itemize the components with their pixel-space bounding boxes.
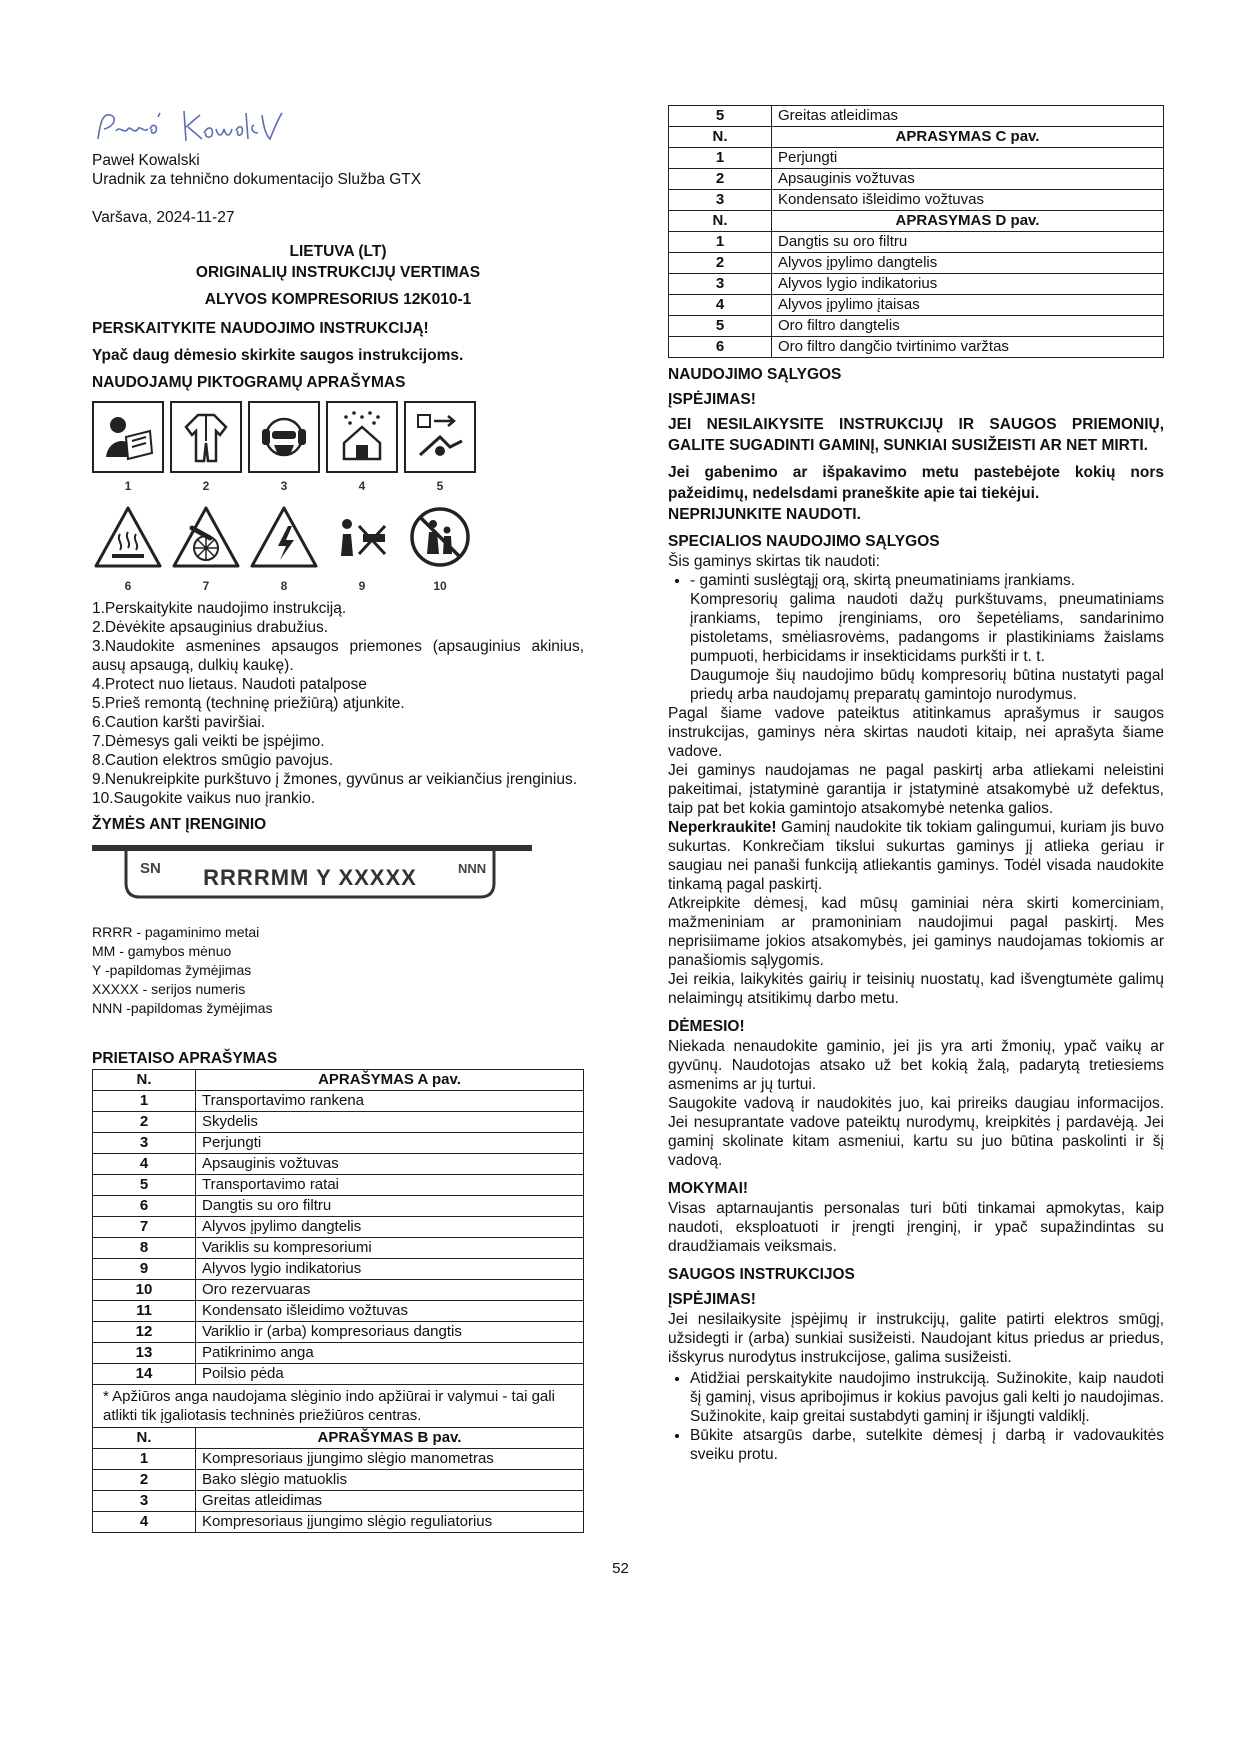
title-product: ALYVOS KOMPRESORIUS 12K010-1 <box>204 291 472 308</box>
table-row <box>93 1469 584 1490</box>
row-desc: Patikrinimo anga <box>196 1343 584 1364</box>
title-country: LIETUVA (LT) <box>289 243 387 260</box>
table-row <box>93 1301 584 1322</box>
right-column <box>668 105 1164 1464</box>
list-item: 6.Caution karšti paviršiai. <box>92 714 266 731</box>
safety-attention-text: Ypač daug dėmesio skirkite saugos instrukcijoms. <box>92 347 464 364</box>
list-item: 1.Perskaitykite naudojimo instrukciją. <box>92 600 347 617</box>
device-description-heading: PRIETAISO APRAŠYMAS <box>92 1050 278 1067</box>
damage-notice: Jei gabenimo ar išpakavimo metu pastebėjote kokių nors pažeidimų, nedelsdami praneškite apie tai tiekėjui. <box>668 464 1164 502</box>
table-note: * Apžiūros anga naudojama slėginio indo apžiūrai ir valymui - tai gali atlikti tik įgaliotasis techninės priežiūros centras. <box>93 1385 584 1428</box>
row-desc: Kompresoriaus įjungimo slėgio reguliatorius <box>196 1511 584 1532</box>
row-number: 1 <box>93 1448 196 1469</box>
manual-paragraph: Pagal šiame vadove pateiktus atitinkamus aprašymus ir saugos instrukcijas, gaminys nėra skirtas naudoti kitaip, nei aprašyta šiame vadove. <box>668 705 1164 760</box>
attention-text-2: Saugokite vadovą ir naudokitės juo, kai prireiks daugiau informacijos. Jei nesuprantate vadove pateiktų nurodymų, kreipkitės į pardavėją. Jei gaminį skolinate kitam asmeniui, kartu su juo būtina paskolinti ir šį vadovą. <box>668 1095 1164 1169</box>
row-number: 5 <box>93 1175 196 1196</box>
safety-bullet-list <box>668 1369 1164 1464</box>
table-header-n: N. <box>93 1070 196 1091</box>
row-number: 12 <box>93 1322 196 1343</box>
row-desc: Poilsio pėda <box>196 1364 584 1385</box>
row-number: 7 <box>93 1217 196 1238</box>
list-item: 3.Naudokite asmenines apsaugos priemones (apsauginius akinius, ausų apsaugą, dulkių kaukę). <box>92 638 584 674</box>
pictogram-number: 2 <box>202 479 210 493</box>
protective-equipment-icon <box>248 401 320 473</box>
attention-text: Niekada nenaudokite gaminio, jei jis yra arti žmonių, ypač vaikų ar gyvūnų. Naudotojas atsako už bet kokią žalą, padarytą tretiesiems asmenims ar jų turtui. <box>668 1038 1164 1093</box>
row-number: 3 <box>669 274 772 295</box>
row-desc: Skydelis <box>196 1112 584 1133</box>
pictogram-number: 5 <box>436 479 444 493</box>
row-number: 9 <box>93 1259 196 1280</box>
row-number: 11 <box>93 1301 196 1322</box>
fan-warning-icon <box>170 501 242 573</box>
table-header-row <box>93 1070 584 1091</box>
table-header-row <box>93 1427 584 1448</box>
warning-text: JEI NESILAIKYSITE INSTRUKCIJŲ IR SAUGOS PRIEMONIŲ, GALITE SUGADINTI GAMINĮ, SUNKIAI SUSIŽEISTI AR NET MIRTI. <box>668 416 1164 454</box>
row-number: 14 <box>93 1364 196 1385</box>
row-number: 2 <box>669 169 772 190</box>
no-spray-at-people-icon <box>326 501 398 573</box>
row-desc: Alyvos lygio indikatorius <box>196 1259 584 1280</box>
table-row <box>93 1133 584 1154</box>
row-desc: Variklis su kompresoriumi <box>196 1238 584 1259</box>
row-number: 4 <box>93 1154 196 1175</box>
warranty-paragraph: Jei gaminys naudojamas ne pagal paskirtį arba atliekami neleistini pakeitimai, įstatyminė garantija ir įstatyminė atsakomybė už defektus, taip pat bet kokia gamintojo atsakomybė netenka galios. <box>668 762 1164 817</box>
row-desc: Dangtis su oro filtru <box>196 1196 584 1217</box>
table-header-desc: APRASYMAS C pav. <box>772 127 1164 148</box>
row-desc: Greitas atleidimas <box>196 1490 584 1511</box>
pictogram-row-1 <box>92 401 584 473</box>
table-row <box>93 1238 584 1259</box>
row-number: 2 <box>93 1469 196 1490</box>
row-desc: Kompresoriaus įjungimo slėgio manometras <box>196 1448 584 1469</box>
row-desc: Kondensato išleidimo vožtuvas <box>196 1301 584 1322</box>
pictogram-description-list <box>92 599 584 808</box>
special-conditions-heading: SPECIALIOS NAUDOJIMO SĄLYGOS <box>668 533 940 550</box>
pictogram-number: 10 <box>433 579 447 593</box>
row-desc: Perjungti <box>772 148 1164 169</box>
special-intro: Šis gaminys skirtas tik naudoti: <box>668 553 880 570</box>
row-desc: Dangtis su oro filtru <box>772 232 1164 253</box>
pictogram-numbers-row-1 <box>92 473 584 493</box>
warning-heading-2: ĮSPĖJIMAS! <box>668 1291 756 1308</box>
table-row <box>669 316 1164 337</box>
list-item: 4.Protect nuo lietaus. Naudoti patalpose <box>92 676 367 693</box>
table-row <box>669 148 1164 169</box>
row-desc: Apsauginis vožtuvas <box>772 169 1164 190</box>
table-b-part1 <box>92 1427 584 1533</box>
warning-heading: ĮSPĖJIMAS! <box>668 391 756 408</box>
special-bullet-continuation-2: Daugumoje šių naudojimo būdų kompresorių būtina nustatyti pagal priedų arba naudojamų preparatų gamintojo nurodymus. <box>690 667 1164 703</box>
legend-item: Y -papildomas žymėjimas <box>92 962 252 978</box>
row-number: 13 <box>93 1343 196 1364</box>
list-item: • Būkite atsargūs darbe, sutelkite dėmesį į darbą ir vadovaukitės sveiku protu. <box>690 1426 1164 1464</box>
list-item: 10.Saugokite vaikus nuo įrankio. <box>92 790 316 807</box>
row-number: 6 <box>93 1196 196 1217</box>
commercial-paragraph: Atkreipkite dėmesį, kad mūsų gaminiai nėra skirti komerciniam, mažmeniniam ar pramoniniam naudojimui pagal paskirtį. Mes neprisiimame jokios atsakomybės, jei gaminys naudojamas tokiomis ar panašiomis sąlygomis. <box>668 895 1164 969</box>
row-number: 3 <box>669 190 772 211</box>
table-row <box>669 295 1164 316</box>
table-row <box>93 1091 584 1112</box>
special-list <box>668 571 1164 704</box>
table-b-part2-c-d <box>668 105 1164 358</box>
table-row <box>93 1280 584 1301</box>
row-desc: Alyvos įpylimo dangtelis <box>772 253 1164 274</box>
special-bullet-continuation: Kompresorių galima naudoti dažų purkštuvams, pneumatiniams įrankiams, tepimo įrenginiams, oro šepetėliams, sandarinimo pistoletams, smėliasrovėms, padangoms ir plastikiniams žaislams pumpuoti, herbicidams ir insekticidams purkšti ir t. t. <box>690 591 1164 665</box>
row-number: 2 <box>669 253 772 274</box>
rain-protect-icon <box>326 401 398 473</box>
author-name: Paweł Kowalski <box>92 152 200 169</box>
table-a <box>92 1069 584 1428</box>
row-desc: Oro filtro dangčio tvirtinimo varžtas <box>772 337 1164 358</box>
legend-item: NNN -papildomas žymėjimas <box>92 1000 273 1016</box>
author-role: Uradnik za tehnično dokumentacijo Služba GTX <box>92 171 422 188</box>
row-number: 1 <box>669 148 772 169</box>
row-desc: Oro rezervuaras <box>196 1280 584 1301</box>
table-header-row <box>669 127 1164 148</box>
table-row <box>669 169 1164 190</box>
row-number: 10 <box>93 1280 196 1301</box>
device-marks-heading: ŽYMĖS ANT ĮRENGINIO <box>92 816 267 833</box>
table-row <box>93 1511 584 1532</box>
unplug-before-maintenance-icon <box>404 401 476 473</box>
table-row <box>93 1490 584 1511</box>
overload-text: Gaminį naudokite tik tokiam galingumui, kuriam jis buvo sukurtas. Konkrečiam tikslui sukurtas gaminys jį atlieka geriau ir saugiau nei panaši funkciją atliekantis gaminys. Todėl visada naudokite tinkamą pagal paskirtį. <box>668 819 1164 893</box>
list-item <box>690 571 1164 704</box>
row-number: 4 <box>669 295 772 316</box>
table-row <box>93 1259 584 1280</box>
protective-clothing-icon <box>170 401 242 473</box>
row-desc: Transportavimo rankena <box>196 1091 584 1112</box>
safety-instructions-heading: SAUGOS INSTRUKCIJOS <box>668 1266 855 1283</box>
left-column <box>92 105 584 1533</box>
do-not-connect-text: NEPRIJUNKITE NAUDOTI. <box>668 506 861 523</box>
table-header-desc: APRASYMAS D pav. <box>772 211 1164 232</box>
pictogram-row-2 <box>92 501 584 573</box>
list-item: 7.Dėmesys gali veikti be įspėjimo. <box>92 733 325 750</box>
table-row <box>669 190 1164 211</box>
row-number: 5 <box>669 316 772 337</box>
plate-nnn-label: NNN <box>458 861 487 876</box>
row-desc: Perjungti <box>196 1133 584 1154</box>
pictogram-number: 1 <box>124 479 132 493</box>
row-number: 8 <box>93 1238 196 1259</box>
table-row <box>93 1196 584 1217</box>
row-desc: Alyvos įpylimo dangtelis <box>196 1217 584 1238</box>
row-desc: Transportavimo ratai <box>196 1175 584 1196</box>
overload-bold: Neperkraukite! <box>668 819 777 836</box>
electric-shock-warning-icon <box>248 501 320 573</box>
read-instructions-heading: PERSKAITYKITE NAUDOJIMO INSTRUKCIJĄ! <box>92 320 429 337</box>
keep-children-away-icon <box>404 501 476 573</box>
row-number: 5 <box>669 106 772 127</box>
table-row <box>93 1343 584 1364</box>
table-row <box>93 1175 584 1196</box>
table-row <box>669 253 1164 274</box>
training-heading: MOKYMAI! <box>668 1180 749 1197</box>
row-number: 3 <box>93 1133 196 1154</box>
row-desc: Alyvos lygio indikatorius <box>772 274 1164 295</box>
pictograms-heading: NAUDOJAMŲ PIKTOGRAMŲ APRAŠYMAS <box>92 374 406 391</box>
place-date: Varšava, 2024-11-27 <box>92 209 235 226</box>
row-desc: Greitas atleidimas <box>772 106 1164 127</box>
list-item: 2.Dėvėkite apsauginius drabužius. <box>92 619 329 636</box>
row-desc: Kondensato išleidimo vožtuvas <box>772 190 1164 211</box>
legend-item: RRRR - pagaminimo metai <box>92 924 260 940</box>
pictogram-number: 7 <box>202 579 210 593</box>
plate-legend <box>92 923 584 1018</box>
row-number: 1 <box>669 232 772 253</box>
pictogram-number: 8 <box>280 579 288 593</box>
pictogram-number: 4 <box>358 479 366 493</box>
row-number: 1 <box>93 1091 196 1112</box>
title-translation: ORIGINALIŲ INSTRUKCIJŲ VERTIMAS <box>195 264 481 281</box>
plate-sn-label: SN <box>140 860 161 877</box>
row-number: 2 <box>93 1112 196 1133</box>
table-row <box>669 232 1164 253</box>
row-desc: Variklio ir (arba) kompresoriaus dangtis <box>196 1322 584 1343</box>
hot-surface-warning-icon <box>92 501 164 573</box>
usage-conditions-heading: NAUDOJIMO SĄLYGOS <box>668 366 842 383</box>
table-row <box>669 337 1164 358</box>
page-number: 52 <box>612 1560 629 1577</box>
table-row <box>669 274 1164 295</box>
special-bullet: - gaminti suslėgtąjį orą, skirtą pneumatiniams įrankiams. <box>690 572 1076 589</box>
serial-number-plate <box>92 843 532 905</box>
handwritten-signature <box>92 105 584 151</box>
rules-paragraph: Jei reikia, laikykitės gairių ir teisinių nuostatų, kad išvengtumėte galimų nelaimingų atsitikimų darbo metu. <box>668 971 1164 1007</box>
pictogram-number: 9 <box>358 579 366 593</box>
row-number: 4 <box>93 1511 196 1532</box>
table-row <box>669 106 1164 127</box>
legend-item: MM - gamybos mėnuo <box>92 943 232 959</box>
list-item: 5.Prieš remontą (techninę priežiūrą) atjunkite. <box>92 695 405 712</box>
table-header-row <box>669 211 1164 232</box>
row-desc: Oro filtro dangtelis <box>772 316 1164 337</box>
table-header-desc: APRAŠYMAS A pav. <box>196 1070 584 1091</box>
table-row <box>93 1217 584 1238</box>
table-header-n: N. <box>93 1427 196 1448</box>
row-number: 3 <box>93 1490 196 1511</box>
legend-item: XXXXX - serijos numeris <box>92 981 246 997</box>
table-row <box>93 1364 584 1385</box>
list-item: 8.Caution elektros smūgio pavojus. <box>92 752 334 769</box>
table-row <box>93 1322 584 1343</box>
table-header-desc: APRAŠYMAS B pav. <box>196 1427 584 1448</box>
attention-heading: DĖMESIO! <box>668 1018 745 1035</box>
read-manual-icon <box>92 401 164 473</box>
row-desc: Alyvos įpylimo įtaisas <box>772 295 1164 316</box>
warning-text-2: Jei nesilaikysite įspėjimų ir instrukcijų, galite patirti elektros smūgį, užsidegti ir (arba) sunkiai susižeisti. Naudojant kitus priedus ar priedus, išskyrus nurodytus instrukcijose, galima susižeisti. <box>668 1311 1164 1366</box>
plate-code: RRRRMM Y XXXXX <box>203 865 417 890</box>
overload-paragraph <box>668 818 1164 894</box>
table-row <box>93 1154 584 1175</box>
pictogram-number: 3 <box>280 479 288 493</box>
training-text: Visas aptarnaujantis personalas turi būti tinkamai apmokytas, kaip naudoti, eksploatuoti ir įrengti įrenginį, ir ypač supažindintas su draudžiamais veiksmais. <box>668 1200 1164 1255</box>
pictogram-number: 6 <box>124 579 132 593</box>
table-row <box>93 1112 584 1133</box>
table-header-n: N. <box>669 211 772 232</box>
list-item: 9.Nenukreipkite purkštuvo į žmones, gyvūnus ar veikiančius įrenginius. <box>92 771 578 788</box>
table-note-row <box>93 1385 584 1428</box>
row-desc: Apsauginis vožtuvas <box>196 1154 584 1175</box>
table-row <box>93 1448 584 1469</box>
list-item: • Atidžiai perskaitykite naudojimo instrukciją. Sužinokite, kaip naudoti šį gaminį, visus apribojimus ir kokius pavojus gali kelti jo naudojimas. Sužinokite, kaip greitai sustabdyti gaminį ir išjungti valdiklį. <box>690 1369 1164 1426</box>
pictogram-numbers-row-2 <box>92 573 584 593</box>
table-header-n: N. <box>669 127 772 148</box>
row-number: 6 <box>669 337 772 358</box>
row-desc: Bako slėgio matuoklis <box>196 1469 584 1490</box>
